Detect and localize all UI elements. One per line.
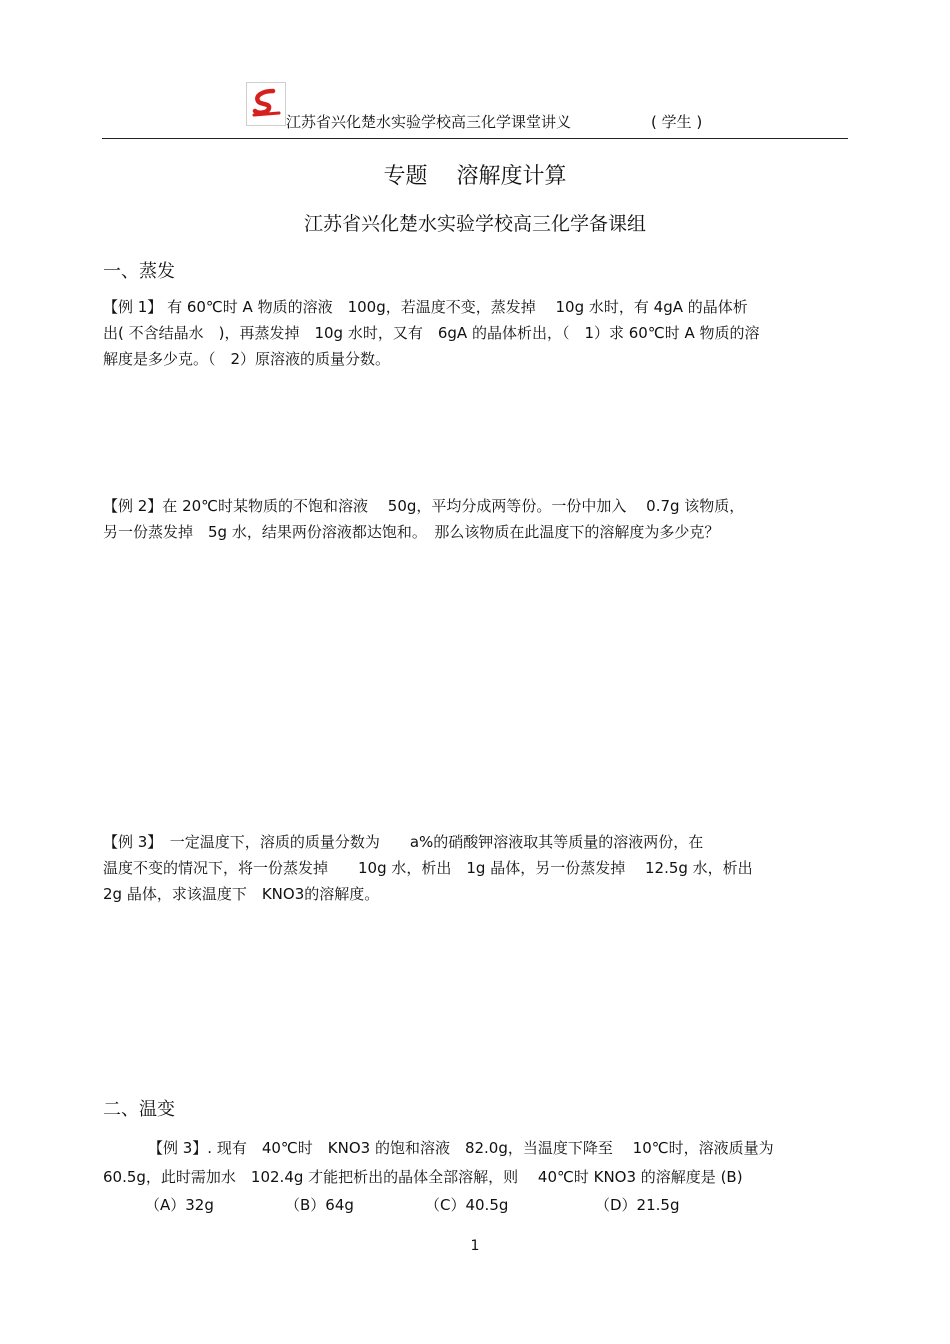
temp-example3-line: 【例 3】. 现有 40℃时 KNO3 的饱和溶液 82.0g，当温度下降至 10℃时，溶液质量为 <box>148 1139 774 1157</box>
example2-line: 另一份蒸发掉 5g 水，结果两份溶液都达饱和。 那么该物质在此温度下的溶解度为多少克？ <box>103 523 720 541</box>
example2-line: 【例 2】在 20℃时某物质的不饱和溶液 50g，平均分成两等份。一份中加入 0.7g 该物质， <box>103 497 745 515</box>
temp-example3-line: 60.5g，此时需加水 102.4g 才能把析出的晶体全部溶解，则 40℃时 KNO3 的溶解度是 (B) <box>103 1168 743 1186</box>
section-heading-temperature-change: 二、温变 <box>103 1099 175 1120</box>
example1-line: 出( 不含结晶水 )，再蒸发掉 10g 水时，又有 6gA 的晶体析出，（ 1）求 60℃时 A 物质的溶 <box>103 324 760 342</box>
example3-line: 【例 3】 一定温度下，溶质的质量分数为 a%的硝酸钾溶液取其等质量的溶液两份，在 <box>103 833 704 851</box>
choice-a: （A）32g <box>145 1196 214 1214</box>
school-logo-icon <box>246 82 286 126</box>
header-role: ( 学生 ) <box>651 113 703 131</box>
page-number: 1 <box>470 1238 480 1254</box>
document-subtitle: 江苏省兴化楚水实验学校高三化学备课组 <box>303 213 646 235</box>
document-title: 专题 溶解度计算 <box>383 164 567 189</box>
section-heading-evaporation: 一、蒸发 <box>103 261 175 282</box>
example1-line: 【例 1】 有 60℃时 A 物质的溶液 100g，若温度不变，蒸发掉 10g 水时，有 4gA 的晶体析 <box>103 298 748 316</box>
choice-c: （C）40.5g <box>425 1196 509 1214</box>
choice-b: （B）64g <box>285 1196 354 1214</box>
header-school-course: 江苏省兴化楚水实验学校高三化学课堂讲义 <box>286 113 572 131</box>
example3-line: 温度不变的情况下，将一份蒸发掉 10g 水，析出 1g 晶体，另一份蒸发掉 12.5g 水，析出 <box>103 859 753 877</box>
choice-d: （D）21.5g <box>595 1196 680 1214</box>
header-divider <box>102 138 848 139</box>
example1-line: 解度是多少克。（ 2）原溶液的质量分数。 <box>103 350 391 368</box>
example3-line: 2g 晶体，求该温度下 KNO3的溶解度。 <box>103 885 380 903</box>
